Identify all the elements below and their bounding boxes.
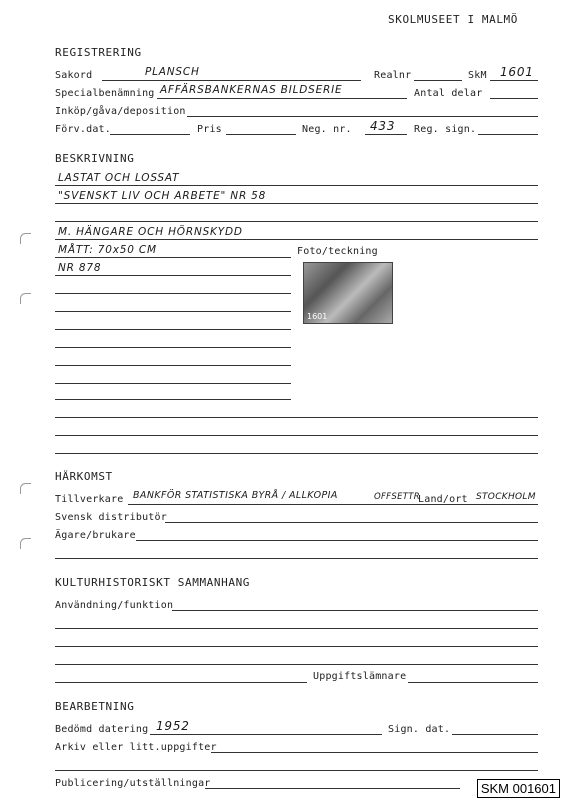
sakord-value: PLANSCH	[145, 66, 200, 78]
binder-hole	[20, 233, 31, 244]
ort-value: STOCKHOLM	[476, 492, 536, 502]
description-line-4: MÅTT: 70x50 CM	[58, 244, 157, 256]
foto-label: Foto/teckning	[297, 246, 378, 257]
description-line-1: LASTAT OCH LOSSAT	[58, 172, 180, 184]
inkop-label: Inköp/gåva/deposition	[55, 106, 186, 117]
publicering-label: Publicering/utställningar	[55, 778, 211, 789]
anvandning-label: Användning/funktion	[55, 600, 174, 611]
tillverkare-label: Tillverkare	[55, 494, 124, 505]
specialbenamning-label: Specialbenämning	[55, 88, 155, 99]
description-line-3: M. HÄNGARE OCH HÖRNSKYDD	[58, 226, 243, 238]
bedomd-datering-label: Bedömd datering	[55, 724, 149, 735]
pris-label: Pris	[197, 124, 222, 135]
land-ort-label: Land/ort	[418, 494, 468, 505]
binder-hole	[20, 293, 31, 304]
binder-hole	[20, 483, 31, 494]
photo-caption: 1601	[307, 312, 328, 321]
specialbenamning-value: AFFÄRSBANKERNAS BILDSERIE	[160, 84, 343, 96]
section-registrering: REGISTRERING	[55, 46, 142, 59]
museum-name: SKOLMUSEET I MALMÖ	[388, 13, 519, 26]
description-line-2: "SVENSKT LIV OCH ARBETE" NR 58	[58, 190, 267, 202]
binder-hole	[20, 538, 31, 549]
forv-dat-label: Förv.dat.	[55, 124, 111, 135]
catalog-stamp: SKM 001601	[477, 779, 560, 798]
section-kulturhistoriskt: KULTURHISTORISKT SAMMANHANG	[55, 576, 251, 589]
section-harkomst: HÄRKOMST	[55, 470, 113, 483]
arkiv-label: Arkiv eller litt.uppgifter	[55, 742, 217, 753]
svensk-distributor-label: Svensk distributör	[55, 512, 167, 523]
sign-dat-label: Sign. dat.	[388, 724, 451, 735]
section-beskrivning: BESKRIVNING	[55, 152, 135, 165]
skm-value: 1601	[500, 65, 534, 79]
skm-label: SkM	[468, 70, 487, 81]
offsettr-value: OFFSETTR	[374, 492, 420, 502]
sakord-label: Sakord	[55, 70, 93, 81]
object-photo	[303, 262, 393, 324]
description-line-5: NR 878	[58, 262, 102, 274]
neg-nr-label: Neg. nr.	[302, 124, 352, 135]
neg-nr-value: 433	[370, 119, 396, 133]
uppgiftslamnare-label: Uppgiftslämnare	[313, 671, 407, 682]
antal-delar-label: Antal delar	[414, 88, 483, 99]
reg-sign-label: Reg. sign.	[414, 124, 477, 135]
agare-label: Ägare/brukare	[55, 530, 136, 541]
section-bearbetning: BEARBETNING	[55, 700, 135, 713]
datering-value: 1952	[156, 719, 190, 733]
tillverkare-value: BANKFÖR STATISTISKA BYRÅ / ALLKOPIA	[133, 490, 338, 501]
realnr-label: Realnr	[374, 70, 412, 81]
